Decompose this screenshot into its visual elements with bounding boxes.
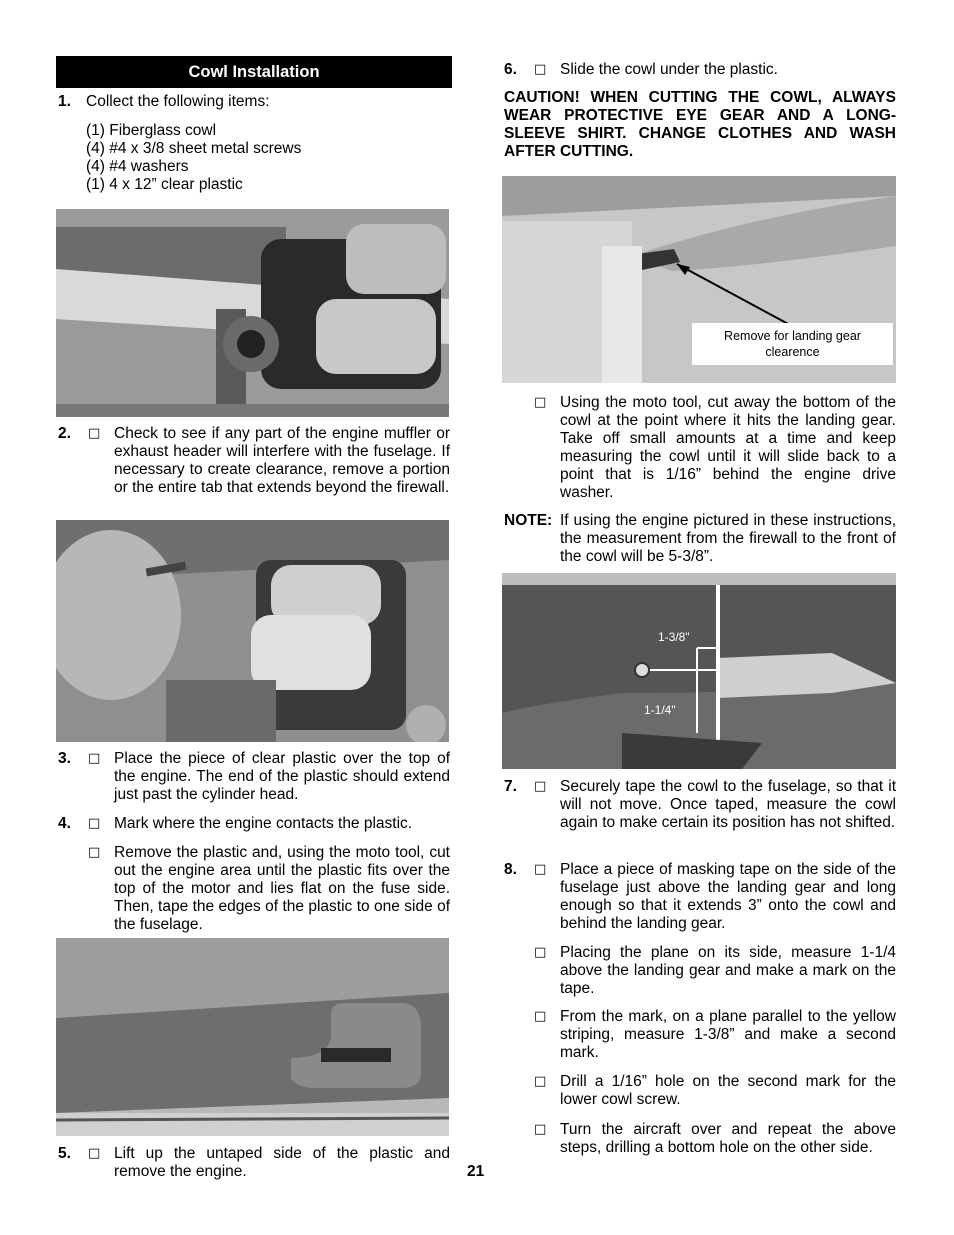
checkbox-icon[interactable]: □ <box>534 395 547 410</box>
checkbox-icon[interactable]: □ <box>534 1009 547 1024</box>
list-item: (4) #4 x 3/8 sheet metal screws <box>86 140 302 157</box>
marking-photo <box>56 520 449 742</box>
step-8-number: 8. <box>504 861 517 878</box>
checkbox-icon[interactable]: □ <box>534 945 547 960</box>
step-1-text: Collect the following items: <box>86 93 270 110</box>
step-6-sub-text: Using the moto tool, cut away the bottom of the cowl at the point where it hits the landing gear. Take off small amounts at a time and keep measuring the cowl until it will slide back to a point that is 1/16” behind the engine drive washer. <box>560 394 896 501</box>
parts-list <box>86 122 301 194</box>
step-5-text: Lift up the untaped side of the plastic and remove the engine. <box>114 1145 450 1180</box>
step-8-sub-2: From the mark, on a plane parallel to the yellow striping, measure 1-3/8” and make a second mark. <box>560 1008 896 1061</box>
checkbox-icon[interactable]: □ <box>88 845 101 860</box>
step-2-text: Check to see if any part of the engine muffler or exhaust header will interfere with the fuselage. If necessary to create clearance, remove a portion or the entire tab that extends beyond the firewall. <box>114 425 450 496</box>
horizontal-measure-label: 1-3/8" <box>658 630 690 644</box>
list-item: (1) Fiberglass cowl <box>86 122 217 139</box>
note-text: If using the engine pictured in these instructions, the measurement from the firewall to the front of the cowl will be 5-3/8”. <box>560 512 896 565</box>
note-label: NOTE: <box>504 512 553 529</box>
plastic-taped-photo <box>56 938 449 1136</box>
step-7-number: 7. <box>504 778 517 795</box>
step-4-number: 4. <box>58 815 71 832</box>
step-5-number: 5. <box>58 1145 71 1162</box>
list-item: (1) 4 x 12” clear plastic <box>86 176 243 193</box>
step-8-text: Place a piece of masking tape on the side of the fuselage just above the landing gear and long enough so that it extends 3” onto the cowl and behind the landing gear. <box>560 861 896 932</box>
page-number: 21 <box>467 1163 485 1180</box>
step-8-sub-4: Turn the aircraft over and repeat the above steps, drilling a bottom hole on the other side. <box>560 1121 896 1156</box>
checkbox-icon[interactable]: □ <box>88 1146 101 1161</box>
checkbox-icon[interactable]: □ <box>88 816 101 831</box>
engine-photo <box>56 209 449 417</box>
step-2-number: 2. <box>58 425 71 442</box>
step-8-sub-3: Drill a 1/16” hole on the second mark for the lower cowl screw. <box>560 1073 896 1108</box>
section-title: Cowl Installation <box>56 56 452 88</box>
caution-text: CAUTION! WHEN CUTTING THE COWL, ALWAYS WEAR PROTECTIVE EYE GEAR AND A LONG-SLEEVE SHIRT. CHANGE CLOTHES AND WASH AFTER CUTTING. <box>504 89 896 160</box>
step-7-text: Securely tape the cowl to the fuselage, so that it will not move. Once taped, measure the cowl again to make certain its position has not shifted. <box>560 778 896 831</box>
checkbox-icon[interactable]: □ <box>534 62 547 77</box>
cowl-cutout-photo <box>502 176 896 383</box>
checkbox-icon[interactable]: □ <box>534 1122 547 1137</box>
step-4-sub-text: Remove the plastic and, using the moto tool, cut out the engine area until the plastic fits over the top of the motor and lies flat on the fuse side. Then, tape the edges of the plastic to one side of the fuselage. <box>114 844 450 933</box>
step-8-sub-1: Placing the plane on its side, measure 1-1/4 above the landing gear and make a mark on the tape. <box>560 944 896 997</box>
step-3-number: 3. <box>58 750 71 767</box>
measurement-photo <box>502 573 896 769</box>
vertical-measure-label: 1-1/4" <box>644 703 676 717</box>
checkbox-icon[interactable]: □ <box>88 426 101 441</box>
list-item: (4) #4 washers <box>86 158 189 175</box>
step-6-number: 6. <box>504 61 517 78</box>
checkbox-icon[interactable]: □ <box>88 751 101 766</box>
step-3-text: Place the piece of clear plastic over the top of the engine. The end of the plastic should extend just past the cylinder head. <box>114 750 450 803</box>
step-6-text: Slide the cowl under the plastic. <box>560 61 778 78</box>
photo-callout: Remove for landing gear clearence <box>692 323 893 365</box>
checkbox-icon[interactable]: □ <box>534 779 547 794</box>
checkbox-icon[interactable]: □ <box>534 862 547 877</box>
step-1-number: 1. <box>58 93 71 110</box>
checkbox-icon[interactable]: □ <box>534 1074 547 1089</box>
step-4-text: Mark where the engine contacts the plastic. <box>114 815 413 832</box>
